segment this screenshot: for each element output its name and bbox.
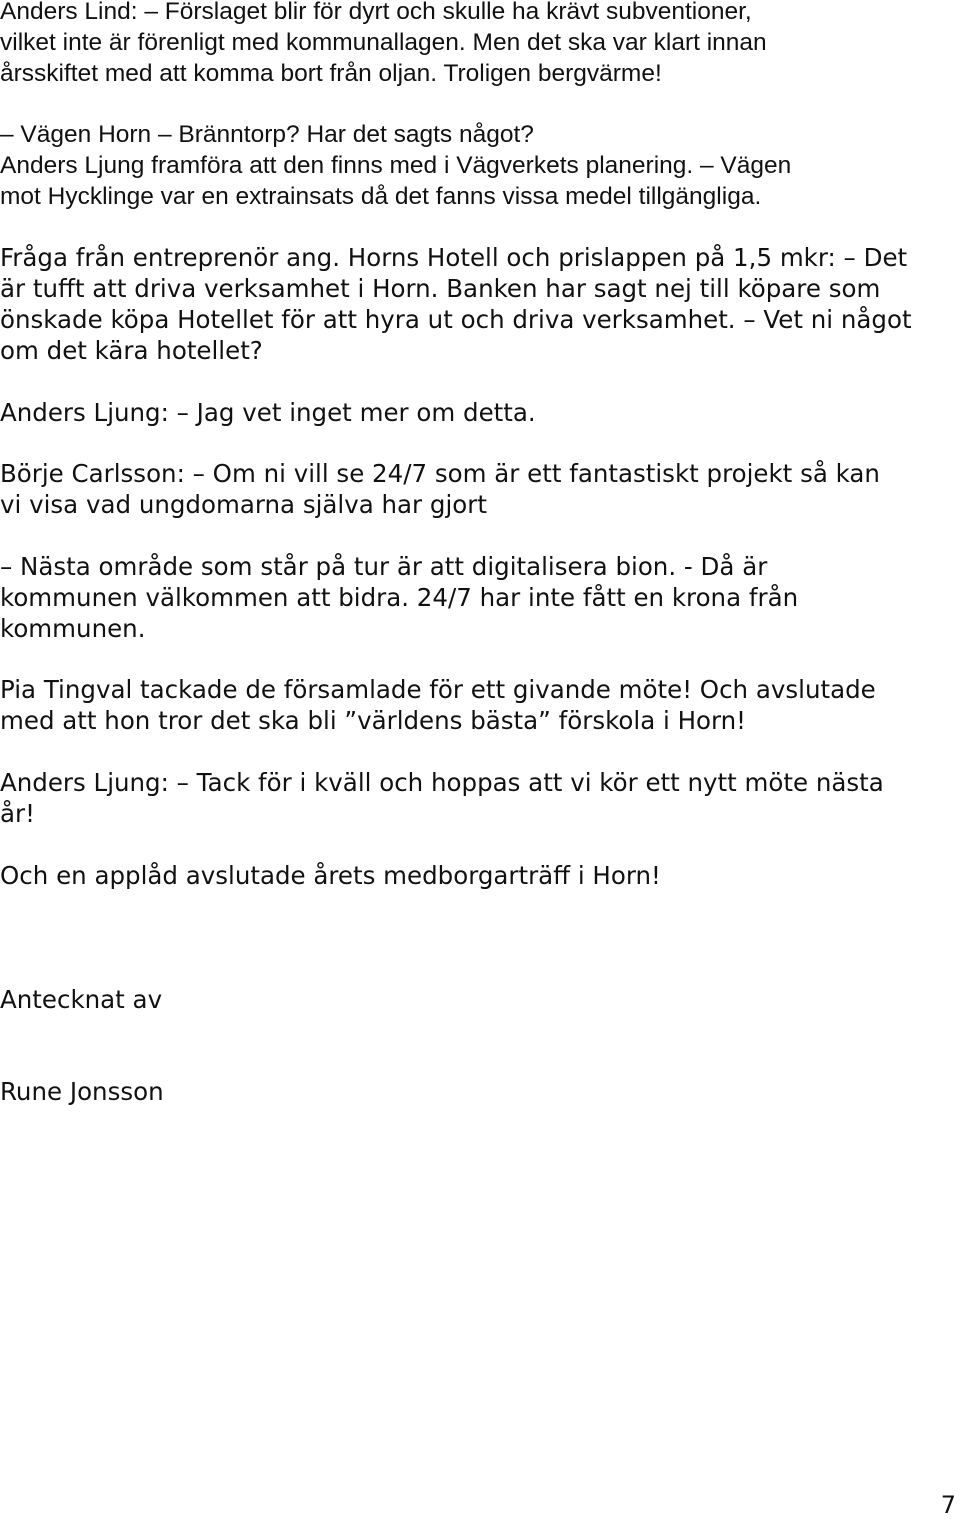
text-line: – Vägen Horn – Bränntorp? Har det sagts något?	[0, 121, 534, 148]
text-line: år!	[0, 799, 35, 828]
text-line: med att hon tror det ska bli ”världens bästa” förskola i Horn!	[0, 706, 746, 735]
text-line: Anders Ljung framföra att den finns med i Vägverkets planering. – Vägen	[0, 152, 792, 179]
text-line: vilket inte är förenligt med kommunallagen. Men det ska var klart innan	[0, 29, 767, 56]
text-line: om det kära hotellet?	[0, 336, 263, 365]
paragraph-pia-tingval	[0, 674, 960, 736]
text-line: Och en applåd avslutade årets medborgarträff i Horn!	[0, 861, 661, 890]
text-line: årsskiftet med att komma bort från oljan. Troligen bergvärme!	[0, 60, 662, 87]
page-number: 7	[940, 1491, 956, 1519]
paragraph-nasta-omrade	[0, 551, 960, 644]
text-line: Börje Carlsson: – Om ni vill se 24/7 som är ett fantastiskt projekt så kan	[0, 459, 880, 488]
text-line: önskade köpa Hotellet för att hyra ut och driva verksamhet. – Vet ni något	[0, 305, 912, 334]
signature-name	[0, 1076, 960, 1107]
text-line: Rune Jonsson	[0, 1077, 164, 1106]
text-line: – Nästa område som står på tur är att digitalisera bion. - Då är	[0, 552, 768, 581]
text-line: Pia Tingval tackade de församlade för ett givande möte! Och avslutade	[0, 675, 876, 704]
text-line: kommunen välkommen att bidra. 24/7 har inte fått en krona från	[0, 583, 799, 612]
paragraph-vagen-horn	[0, 119, 960, 212]
paragraph-anders-ljung-1	[0, 397, 960, 428]
text-line: kommunen.	[0, 614, 146, 643]
text-line: Antecknat av	[0, 985, 163, 1014]
paragraph-borje-carlsson	[0, 458, 960, 520]
text-line: vi visa vad ungdomarna själva har gjort	[0, 490, 487, 519]
text-line: Fråga från entreprenör ang. Horns Hotell och prislappen på 1,5 mkr: – Det	[0, 243, 908, 272]
text-line: Anders Ljung: – Tack för i kväll och hoppas att vi kör ett nytt möte nästa	[0, 768, 884, 797]
text-line: Anders Lind: – Förslaget blir för dyrt och skulle ha krävt subventioner,	[0, 0, 752, 25]
text-line: är tufft att driva verksamhet i Horn. Banken har sagt nej till köpare som	[0, 274, 881, 303]
text-line: mot Hycklinge var en extrainsats då det fanns vissa medel tillgängliga.	[0, 183, 762, 210]
paragraph-antecknat-av	[0, 984, 960, 1015]
paragraph-anders-ljung-2	[0, 767, 960, 829]
paragraph-applad	[0, 860, 960, 891]
paragraph-fraga-entreprenor	[0, 242, 960, 366]
paragraph-anders-lind	[0, 0, 960, 89]
text-line: Anders Ljung: – Jag vet inget mer om detta.	[0, 398, 536, 427]
